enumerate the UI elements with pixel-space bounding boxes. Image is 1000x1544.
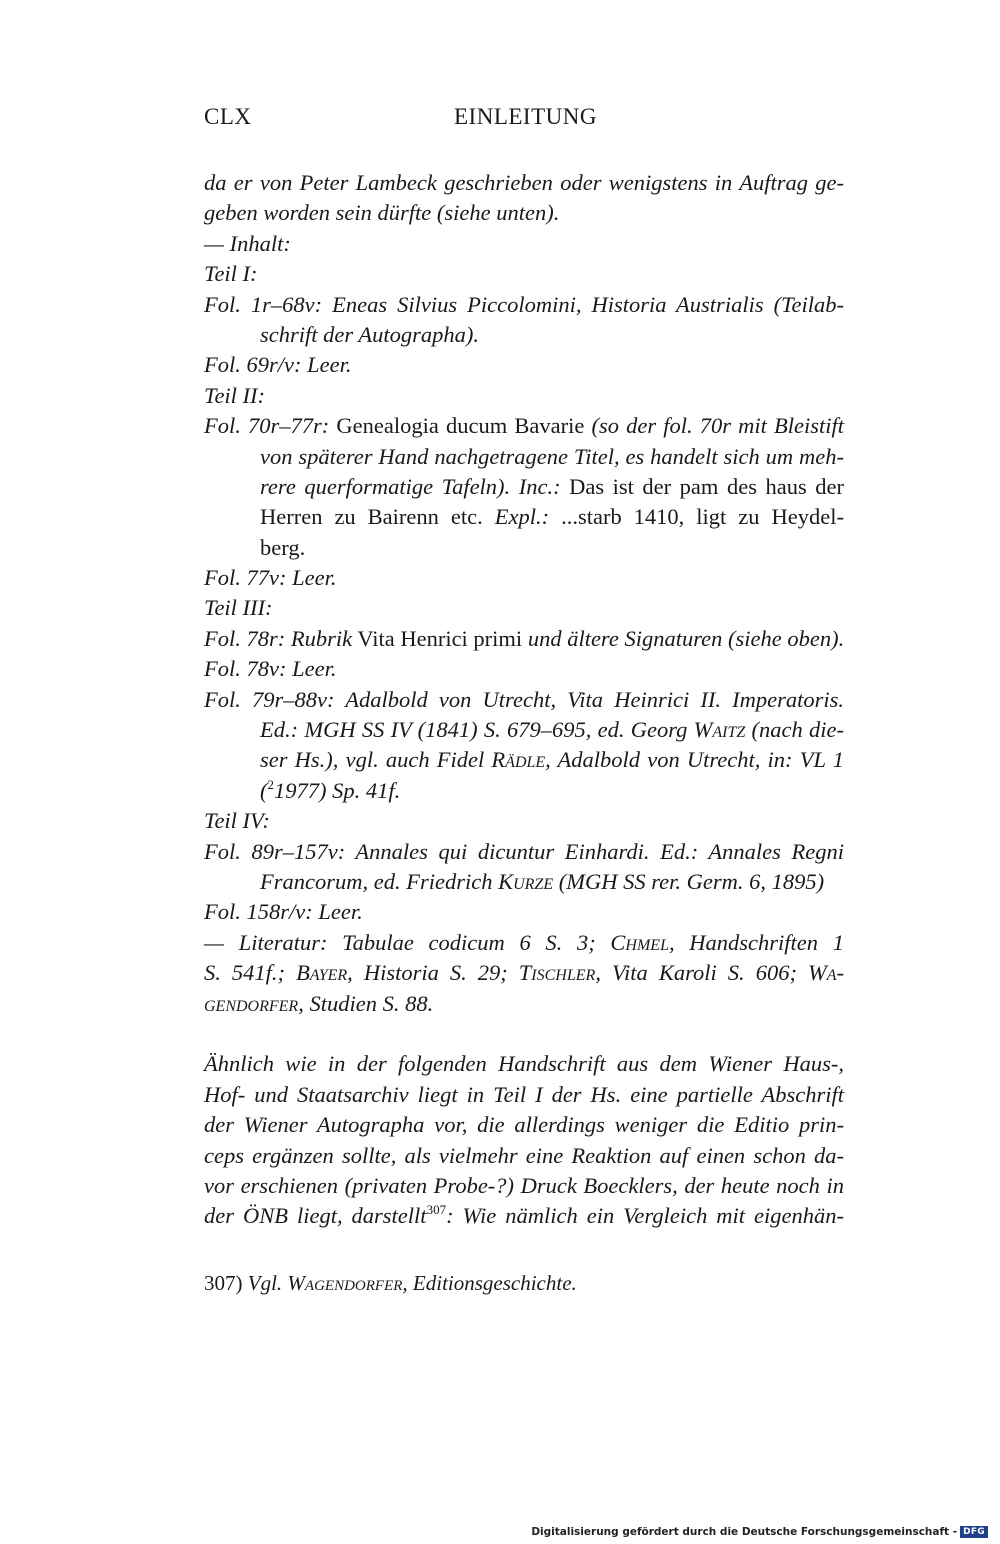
folio-entry: Fol. 70r–77r: Genealogia ducum Bavarie (so der fol. 70r mit Bleistift	[204, 413, 844, 439]
folio-entry: Fol. 79r–88v: Adalbold von Utrecht, Vita Heinrici II. Imperatoris.	[204, 686, 844, 712]
page-number: CLX	[204, 104, 252, 129]
paragraph-line: ceps ergänzen sollte, als vielmehr eine Reaktion auf einen schon da-	[204, 1142, 844, 1168]
paragraph-line: der ÖNB liegt, darstellt$^{307}$: Wie nämlich ein Vergleich mit eigenhän-	[204, 1202, 844, 1229]
folio-entry-continuation: Herren zu Bairenn etc. Expl.: ...starb 1410, ligt zu Heydel-	[260, 504, 844, 530]
folio-entry-continuation: rere querformatige Tafeln). Inc.: Das ist der pam des haus der	[260, 473, 844, 499]
paragraph-line: Ähnlich wie in der folgenden Handschrift aus dem Wiener Haus-,	[204, 1051, 844, 1077]
page-header	[204, 104, 844, 140]
text-line: geben worden sein dürfte (siehe unten).	[204, 200, 560, 226]
literature-line: S. 541f.; Bayer, Historia S. 29; Tischler, Vita Karoli S. 606; Wa-	[204, 960, 844, 986]
folio-entry: Fol. 69r/v: Leer.	[204, 352, 352, 378]
folio-entry-continuation: schrift der Autographa).	[260, 321, 479, 347]
footnote-number: 307)	[204, 1271, 248, 1295]
page-body	[204, 168, 844, 1232]
folio-entry-continuation: Ed.: MGH SS IV (1841) S. 679–695, ed. Georg Waitz (nach die-	[260, 717, 844, 743]
literature-line: gendorfer, Studien S. 88.	[204, 990, 434, 1016]
folio-entry: Fol. 77v: Leer.	[204, 565, 337, 591]
paragraph-gap	[204, 1019, 844, 1049]
footnote: 307) Vgl. Wagendorfer, Editionsgeschichte.	[204, 1271, 577, 1295]
literature-line: — Literatur: Tabulae codicum 6 S. 3; Chmel, Handschriften 1	[204, 929, 844, 955]
footnote-reference[interactable]: 307	[426, 1202, 447, 1218]
folio-entry: Fol. 78v: Leer.	[204, 656, 337, 682]
part-heading: Teil IV:	[204, 808, 270, 834]
digitization-credit	[531, 1526, 988, 1538]
part-heading: Teil I:	[204, 261, 258, 287]
text-line: da er von Peter Lambeck geschrieben oder wenigstens in Auftrag ge-	[204, 170, 844, 195]
paragraph-line: vor erschienen (privaten Probe-?) Druck Boecklers, der heute noch in	[204, 1172, 844, 1198]
folio-entry-continuation: berg.	[260, 534, 306, 560]
part-heading: Teil II:	[204, 382, 266, 408]
folio-entry: Fol. 78r: Rubrik Vita Henrici primi und ältere Signaturen (siehe oben).	[204, 625, 845, 651]
folio-entry-continuation: Francorum, ed. Friedrich Kurze (MGH SS rer. Germ. 6, 1895)	[260, 868, 825, 894]
folio-entry: Fol. 1r–68v: Eneas Silvius Piccolomini, Historia Austrialis (Teilab-	[204, 291, 844, 317]
folio-entry: Fol. 158r/v: Leer.	[204, 899, 363, 925]
folio-entry-continuation: ser Hs.), vgl. auch Fidel Rädle, Adalbold von Utrecht, in: VL 1	[260, 747, 844, 773]
paragraph-line: Hof- und Staatsarchiv liegt in Teil I der Hs. eine partielle Abschrift	[204, 1081, 844, 1107]
running-head: EINLEITUNG	[454, 104, 597, 129]
credit-text: Digitalisierung gefördert durch die Deutsche Forschungsgemeinschaft -	[531, 1526, 958, 1538]
section-heading-contents: — Inhalt:	[204, 230, 291, 256]
folio-entry-continuation: von späterer Hand nachgetragene Titel, es handelt sich um meh-	[260, 443, 844, 469]
dfg-logo: DFG	[960, 1526, 988, 1538]
part-heading: Teil III:	[204, 595, 273, 621]
folio-entry-continuation: ($^2$1977) Sp. 41f.	[260, 776, 401, 803]
paragraph-line: der Wiener Autographa vor, die allerdings weniger die Editio prin-	[204, 1112, 844, 1138]
folio-entry: Fol. 89r–157v: Annales qui dicuntur Einhardi. Ed.: Annales Regni	[204, 838, 844, 864]
